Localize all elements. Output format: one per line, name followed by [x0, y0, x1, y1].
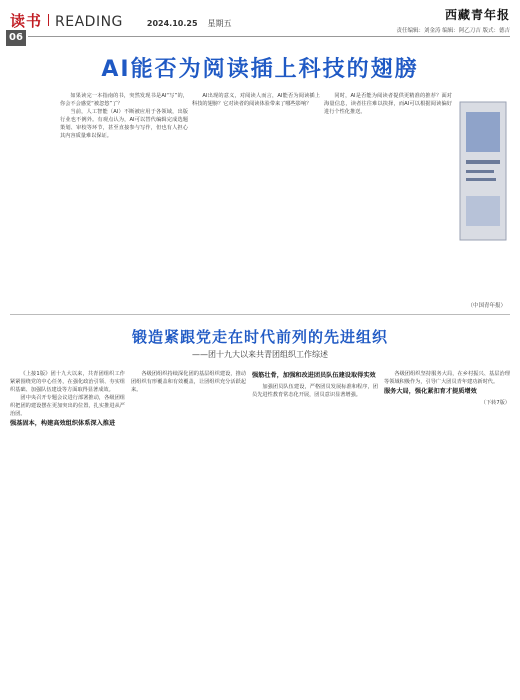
paper-name: 西藏青年报: [444, 8, 510, 22]
issue-date: 2024.10.25: [146, 19, 198, 28]
article2-paragraph: 加强团员队伍建设，严格团员发展标准和程序，团员先进性教育常态化开展，团员意识显著增强。: [252, 383, 378, 398]
masthead: [397, 6, 511, 34]
section-label: [10, 10, 232, 31]
article2-column-3: [252, 370, 378, 688]
article1-paragraph: 当前，人工智能（AI）不断被应用于各领域，出版行业也不例外。有观点认为，AI可以替代编辑完成选题策划、审校等环节，甚至直接参与写作，但也有人担心其内容质量难以保证。: [60, 109, 188, 139]
article2-paragraph: 各级团组织坚持服务大局，在乡村振兴、基层治理等领域积极作为，引导广大团员青年建功新时代。: [384, 371, 510, 385]
editor-credits: 责任编辑：刘金涛 编辑：阿乙刀吉 版式：德吉: [396, 28, 510, 34]
article2-subsection-title: 服务大局，强化紧扣育才提质增效: [384, 388, 477, 395]
article2-subsection-title: 强筋壮骨，加强和改进团员队伍建设取得实效: [252, 372, 376, 379]
article1-headline: AI能否为阅读插上科技的翅膀: [101, 57, 419, 82]
section-divider: [48, 14, 49, 26]
header-rule: [28, 36, 510, 37]
article1-byline: （中国青年报）: [467, 303, 506, 309]
article2-paragraph: 各级团组织持续深化团的基层组织建设，推动团组织有形覆盖和有效覆盖，让团组织充分活跃起来。: [131, 371, 246, 393]
article2-paragraph: 团中央召开专题会议进行部署推动，各级团组织把团的建设摆在更加突出的位置，扎实推进从严治团。: [10, 395, 125, 417]
article1-column-3: [324, 92, 452, 306]
article1-paragraph: 同时，AI是否能为阅读者提供更精准的推荐？面对海量信息，读者往往难以抉择，而AI可以根据阅读偏好进行个性化推送。: [324, 93, 452, 115]
section-name-en: READING: [55, 14, 123, 30]
article1-column-1: [60, 92, 188, 306]
section-name-cn: 读书: [10, 12, 43, 30]
article1-paragraph: AI出现的意义，对阅读人而言，AI能否为阅读插上科技的翅膀？它对读者的阅读体验带来了哪些影响？: [192, 93, 320, 107]
article2-column-2: [131, 370, 246, 688]
article2-column-4: [384, 370, 510, 688]
article2-paragraph: 《上接1版》团十九大以来，共青团组织工作紧紧围绕党的中心任务，在强化政治引领、夯实组织基础、加强队伍建设等方面取得显著成效。: [10, 371, 125, 393]
article1-paragraph: 如果读完一本指南的书，突然发现书是AI“写”的，你会不会感觉“被忽悠”了？: [60, 93, 188, 107]
article2-subsection-title: 强基固本，构建高效组织体系深入推进: [10, 420, 116, 427]
article-divider: [10, 314, 510, 315]
issue-weekday: 星期五: [207, 19, 232, 28]
article2-subheadline: ——团十九大以来共青团组织工作综述: [192, 350, 328, 359]
page-number: 06: [6, 30, 26, 46]
article2-column-1: [10, 370, 125, 688]
book-photo: [452, 96, 512, 246]
article2-headline: 锻造紧跟党走在时代前列的先进组织: [131, 328, 388, 346]
article1-column-2: [192, 92, 320, 306]
page-header: [0, 0, 520, 43]
article2-byline: （下转7版）: [480, 399, 510, 406]
